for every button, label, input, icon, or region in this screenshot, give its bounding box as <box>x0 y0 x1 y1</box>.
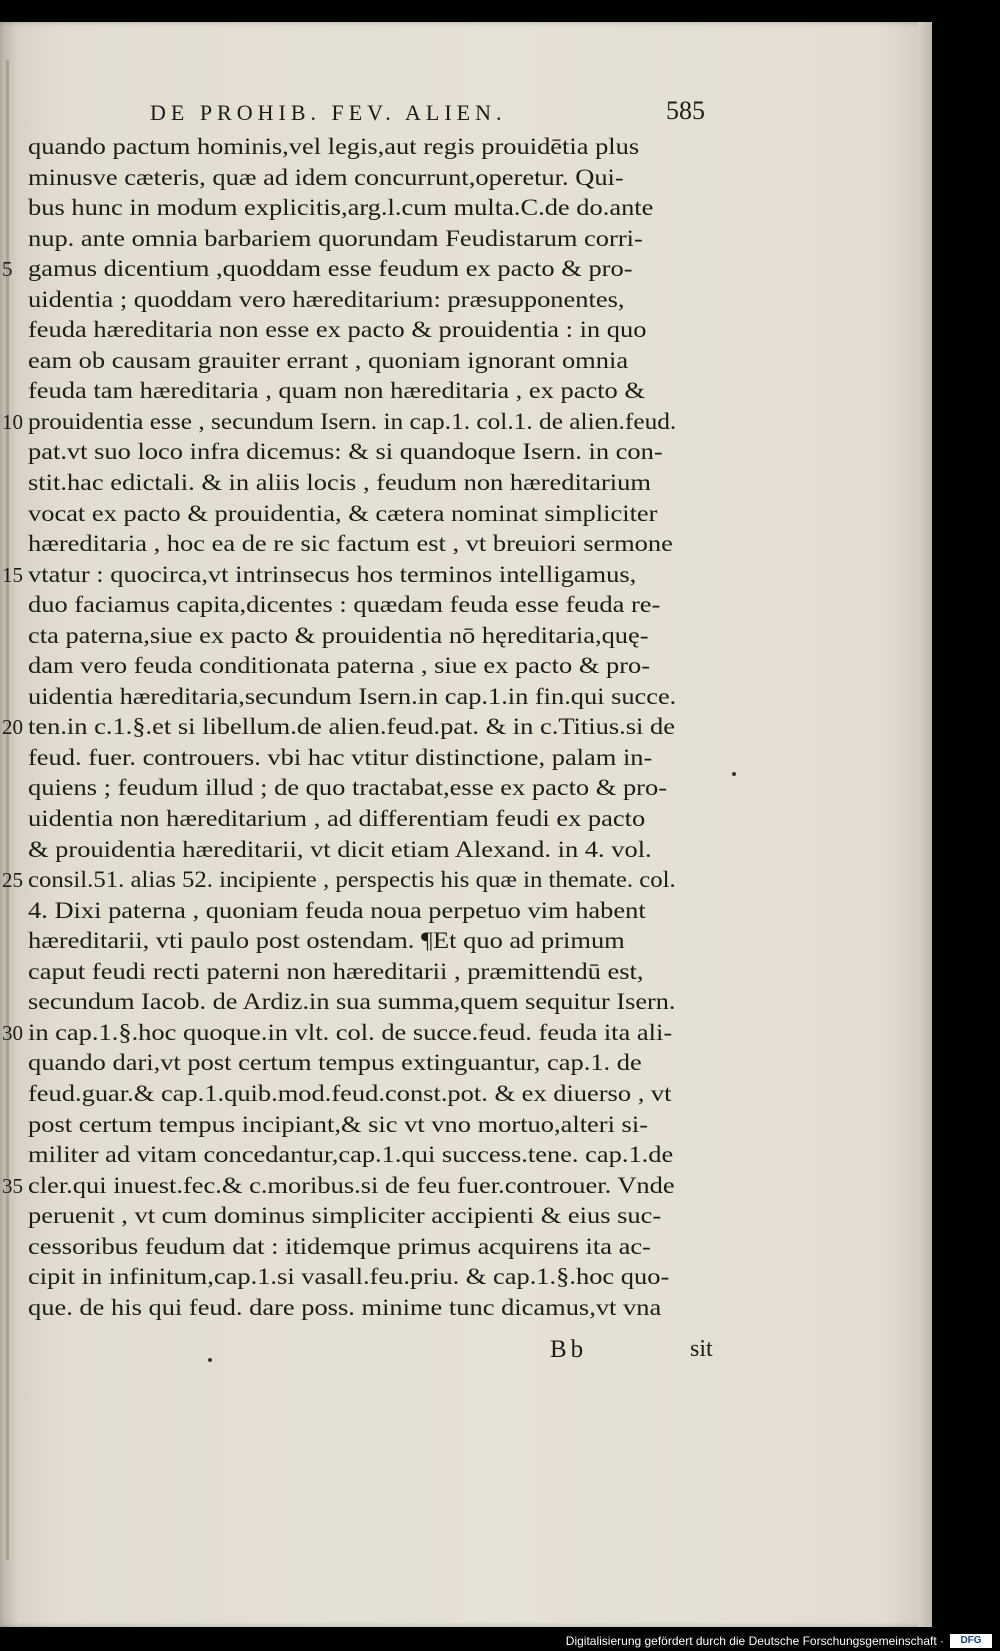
text-line <box>28 224 728 255</box>
text-line <box>28 957 728 988</box>
text-line <box>28 1262 728 1293</box>
line-number: 20 <box>2 715 23 740</box>
text-line <box>28 835 728 866</box>
text-line <box>28 468 728 499</box>
text-line <box>28 773 728 804</box>
page-number: 585 <box>666 96 705 125</box>
text-line <box>28 315 728 346</box>
ink-speck <box>732 772 736 776</box>
line-text: dam vero feuda conditionata paterna , siue ex pacto & pro- <box>28 653 651 679</box>
line-text: post certum tempus incipiant,& sic vt vno mortuo,alteri si- <box>28 1111 649 1137</box>
text-line <box>2 1171 728 1202</box>
text-line <box>28 376 728 407</box>
line-text: minusve cæteris, quæ ad idem concurrunt,operetur. Qui- <box>28 164 624 190</box>
line-text: in cap.1.§.hoc quoque.in vlt. col. de succe.feud. feuda ita ali- <box>28 1019 673 1045</box>
line-text: que. de his qui feud. dare poss. minime tunc dicamus,vt vna <box>28 1294 662 1320</box>
text-line <box>2 254 728 285</box>
page-edge <box>918 22 932 1627</box>
line-text: uidentia non hæreditarium , ad differentiam feudi ex pacto <box>28 806 646 832</box>
text-line <box>28 499 728 530</box>
line-text: uidentia ; quoddam vero hæreditarium: præsupponentes, <box>28 286 625 312</box>
text-line <box>28 1140 728 1171</box>
text-line <box>28 1079 728 1110</box>
line-text: duo faciamus capita,dicentes : quædam feuda esse feuda re- <box>28 592 661 618</box>
line-number: 25 <box>2 868 23 893</box>
line-text: nup. ante omnia barbariem quorundam Feudistarum corri- <box>28 225 643 251</box>
text-line <box>28 896 728 927</box>
line-number: 35 <box>2 1173 23 1198</box>
text-line <box>2 407 728 438</box>
line-text: feud. fuer. controuers. vbi hac vtitur distinctione, palam in- <box>28 744 653 770</box>
line-text: quiens ; feudum illud ; de quo tractabat,esse ex pacto & pro- <box>28 775 668 801</box>
line-text: eam ob causam grauiter errant , quoniam ignorant omnia <box>28 347 629 373</box>
text-line <box>28 804 728 835</box>
line-number: 5 <box>2 257 13 282</box>
catchword: sit <box>690 1336 713 1362</box>
text-line <box>2 865 728 896</box>
line-text: militer ad vitam concedantur,cap.1.qui success.tene. cap.1.de <box>28 1142 674 1168</box>
text-line <box>2 560 728 591</box>
text-line <box>28 743 728 774</box>
line-text: cta paterna,siue ex pacto & prouidentia nō hęreditaria,quę- <box>28 622 649 648</box>
line-text: cler.qui inuest.fec.& c.moribus.si de feu fuer.controuer. Vnde <box>28 1172 675 1198</box>
text-line <box>28 621 728 652</box>
text-line <box>28 285 728 316</box>
line-text: cessoribus feudum dat : itidemque primus acquirens ita ac- <box>28 1233 651 1259</box>
line-text: prouidentia esse , secundum Isern. in cap.1. col.1. de alien.feud. <box>28 408 677 434</box>
text-line <box>28 987 728 1018</box>
text-line <box>28 1048 728 1079</box>
line-text: hæreditarii, vti paulo post ostendam. ¶Et quo ad primum <box>28 928 625 954</box>
main-text-block <box>2 132 728 1323</box>
line-text: hæreditaria , hoc ea de re sic factum est , vt breuiori sermone <box>28 531 673 557</box>
line-number: 10 <box>2 409 23 434</box>
line-text: gamus dicentium ,quoddam esse feudum ex pacto & pro- <box>28 256 633 282</box>
running-head: DE PROHIB. FEV. ALIEN. <box>150 100 507 125</box>
ink-speck <box>208 1358 212 1362</box>
signature-mark: Bb <box>550 1336 588 1363</box>
text-line <box>28 1201 728 1232</box>
line-text: 4. Dixi paterna , quoniam feuda noua perpetuo vim habent <box>28 897 646 923</box>
line-number: 15 <box>2 562 23 587</box>
line-text: vocat ex pacto & prouidentia, & cætera nominat simpliciter <box>28 500 658 526</box>
dfg-logo: DFG <box>950 1634 992 1648</box>
line-text: vtatur : quocirca,vt intrinsecus hos terminos intelligamus, <box>28 561 637 587</box>
text-line <box>28 529 728 560</box>
text-line <box>28 193 728 224</box>
text-line <box>28 1232 728 1263</box>
text-line <box>28 682 728 713</box>
line-text: quando pactum hominis,vel legis,aut regis prouidētia plus <box>28 134 640 159</box>
text-line <box>28 346 728 377</box>
line-text: cipit in infinitum,cap.1.si vasall.feu.priu. & cap.1.§.hoc quo- <box>28 1264 670 1290</box>
line-text: feuda tam hæreditaria , quam non hæreditaria , ex pacto & <box>28 378 645 404</box>
text-line <box>28 437 728 468</box>
line-text: bus hunc in modum explicitis,arg.l.cum multa.C.de do.ante <box>28 195 654 221</box>
line-text: caput feudi recti paterni non hæreditarii , præmittendū est, <box>28 958 644 984</box>
line-text: quando dari,vt post certum tempus extinguantur, cap.1. de <box>28 1050 642 1076</box>
line-number: 30 <box>2 1020 23 1045</box>
text-line <box>28 651 728 682</box>
line-text: peruenit , vt cum dominus simpliciter accipienti & eius suc- <box>28 1203 662 1229</box>
funding-credit: Digitalisierung gefördert durch die Deutsche Forschungsgemeinschaft · <box>565 1634 944 1648</box>
line-text: stit.hac edictali. & in aliis locis , feudum non hæreditarium <box>28 470 651 496</box>
line-text: consil.51. alias 52. incipiente , perspectis his quæ in themate. col. <box>28 867 676 893</box>
text-line <box>28 1293 728 1324</box>
gutter-shadow <box>6 60 9 1560</box>
text-line <box>2 712 728 743</box>
text-line <box>28 132 728 163</box>
text-line <box>2 1018 728 1049</box>
text-line <box>28 1110 728 1141</box>
line-text: pat.vt suo loco infra dicemus: & si quandoque Isern. in con- <box>28 439 663 465</box>
line-text: ten.in c.1.§.et si libellum.de alien.feud.pat. & in c.Titius.si de <box>28 714 675 740</box>
line-text: feud.guar.& cap.1.quib.mod.feud.const.pot. & ex diuerso , vt <box>28 1080 672 1106</box>
text-line <box>28 590 728 621</box>
line-text: uidentia hæreditaria,secundum Isern.in cap.1.in fin.qui succe. <box>28 683 677 709</box>
line-text: secundum Iacob. de Ardiz.in sua summa,quem sequitur Isern. <box>28 989 676 1015</box>
text-line <box>28 163 728 194</box>
line-text: feuda hæreditaria non esse ex pacto & prouidentia : in quo <box>28 317 647 343</box>
text-line <box>28 926 728 957</box>
line-text: & prouidentia hæreditarii, vt dicit etiam Alexand. in 4. vol. <box>28 836 652 862</box>
